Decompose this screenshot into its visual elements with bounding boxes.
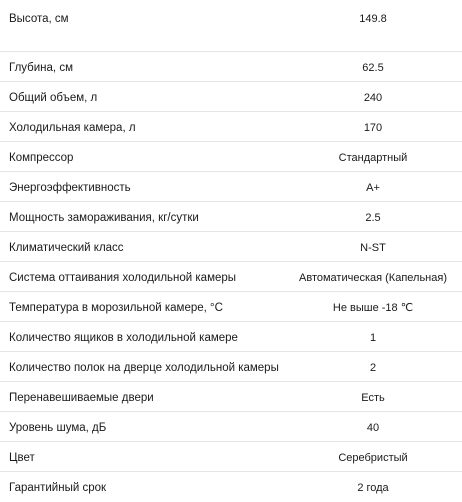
spec-value: 149.8: [359, 13, 387, 25]
spec-value: Стандартный: [338, 152, 408, 164]
spec-label: Перенавешиваемые двери: [9, 392, 154, 404]
spec-label: Холодильная камера, л: [9, 122, 136, 134]
spec-label: Уровень шума, дБ: [9, 422, 107, 434]
spec-value: Есть: [361, 392, 385, 404]
spec-row-depth: [0, 52, 462, 82]
spec-row-door-shelves: [0, 352, 462, 382]
spec-value: Серебристый: [338, 452, 408, 464]
spec-row-freezing-power: [0, 202, 462, 232]
spec-value: N-ST: [360, 242, 386, 254]
spec-label: Температура в морозильной камере, °C: [9, 302, 223, 314]
spec-row-warranty: [0, 472, 462, 502]
spec-label: Энергоэффективность: [9, 182, 131, 194]
spec-label: Мощность замораживания, кг/сутки: [9, 212, 199, 224]
spec-label: Цвет: [9, 452, 35, 464]
spec-label: Количество полок на дверце холодильной камеры: [9, 362, 279, 374]
spec-row-reversible-doors: [0, 382, 462, 412]
spec-value: Автоматическая (Капельная): [299, 272, 447, 284]
spec-row-freezer-temperature: [0, 292, 462, 322]
spec-row-noise-level: [0, 412, 462, 442]
spec-row-defrost-system: [0, 262, 462, 292]
spec-label: Количество ящиков в холодильной камере: [9, 332, 238, 344]
spec-value: 2.5: [365, 212, 381, 224]
spec-label: Общий объем, л: [9, 92, 98, 104]
spec-value: 62.5: [362, 62, 384, 74]
spec-label: Высота, см: [9, 13, 69, 25]
spec-row-compressor: [0, 142, 462, 172]
spec-value: 240: [363, 92, 383, 104]
spec-label: Глубина, см: [9, 62, 73, 74]
spec-row-drawers-count: [0, 322, 462, 352]
spec-value: 2: [369, 362, 377, 374]
spec-row-total-volume: [0, 82, 462, 112]
spec-row-energy-class: [0, 172, 462, 202]
spec-value: 170: [363, 122, 383, 134]
spec-value: 1: [369, 332, 377, 344]
spec-value: A+: [366, 182, 380, 194]
spec-row-climate-class: [0, 232, 462, 262]
spec-label: Климатический класс: [9, 242, 124, 254]
spec-row-color: [0, 442, 462, 472]
spec-value: 2 года: [357, 482, 389, 494]
spec-label: Компрессор: [9, 152, 74, 164]
spec-value: Не выше -18 ℃: [332, 302, 414, 314]
spec-row-fridge-volume: [0, 112, 462, 142]
spec-label: Гарантийный срок: [9, 482, 107, 494]
spec-label: Система оттаивания холодильной камеры: [9, 272, 237, 284]
spec-value: 40: [366, 422, 380, 434]
spec-row-height: [0, 0, 462, 52]
